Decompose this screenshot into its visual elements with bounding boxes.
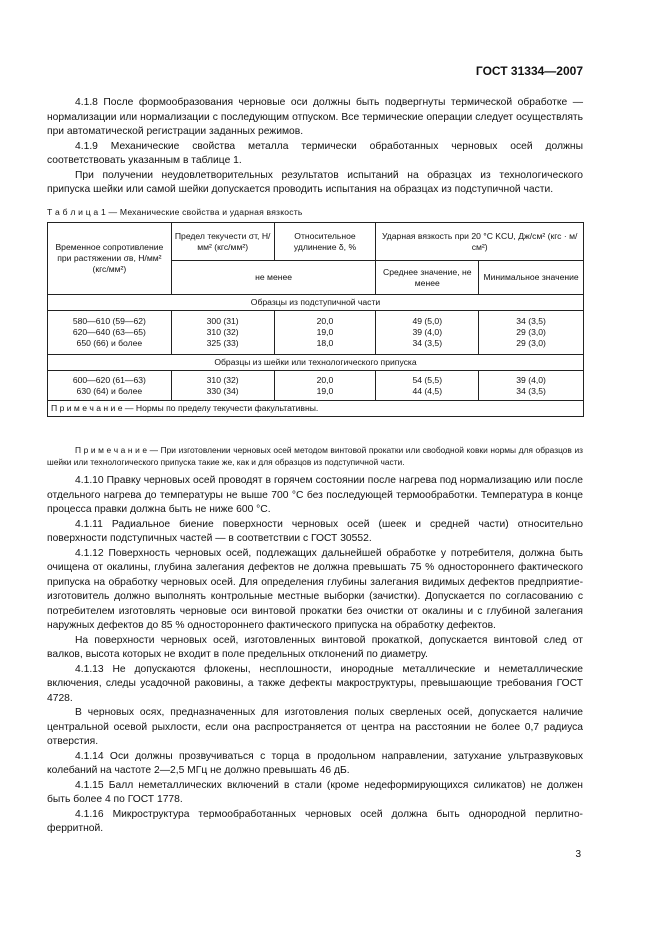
cell-elong-hub <box>274 311 376 355</box>
mechanical-properties-table <box>47 222 584 417</box>
table-cell: 600—620 (61—63) <box>72 374 146 385</box>
table-cell: 44 (4,5) <box>412 385 443 396</box>
table-cell: 34 (3,5) <box>516 385 546 396</box>
table-cell: 29 (3,0) <box>516 338 546 348</box>
table-cell: 330 (34) <box>206 385 239 396</box>
header-not-less: не менее <box>171 261 376 295</box>
cell-min-journal <box>479 371 584 401</box>
header-elongation: Относительное удлинение δ, % <box>274 223 376 261</box>
header-minimum: Минимальное значение <box>479 261 584 295</box>
table-cell: 580—610 (59—62) <box>72 316 146 326</box>
paragraph-4-1-13: 4.1.13 Не допускаются флокены, несплошности, инородные металлические и неметаллические включения, следы усадочной раковины, а также дефекты макроструктуры, превышающие требования ГОСТ 4728. <box>47 663 583 704</box>
table-cell: 300 (31) <box>206 316 239 326</box>
table-cell: 49 (5,0) <box>412 316 443 326</box>
cell-elong-journal <box>274 371 376 401</box>
table-cell: 54 (5,5) <box>412 374 443 385</box>
table-cell: 19,0 <box>316 327 334 337</box>
paragraph-screw-trace: На поверхности черновых осей, изготовленных винтовой прокаткой, допускается винтовой след от валков, высота которых не входит в поле предельных отклонений по диаметру. <box>47 634 583 660</box>
table-cell: 630 (64) и более <box>76 385 143 396</box>
cell-avg-journal <box>376 371 479 401</box>
paragraph-4-1-12: 4.1.12 Поверхность черновых осей, подлежащих дальнейшей обработке у потребителя, должна быть очищена от окалины, глубина залегания дефектов не должна превышать 75 % одностороннего фактического припуска на обработку черновых осей. Для определения глубины залегания видимых дефектов предприятие-изготовитель должно выполнять контрольные местные выборки (зачистки). Допускается по согласованию с потребителем изготовлять черновые оси винтовой прокатки без очистки от окалины и с глубиной залегания наружных дефектов до 85 % одностороннего фактического припуска на обработку дефектов. <box>47 547 583 631</box>
cell-yield-hub <box>171 311 274 355</box>
header-yield: Предел текучести σт, Н/мм² (кгс/мм²) <box>171 223 274 261</box>
table-cell: 39 (4,0) <box>412 327 443 337</box>
paragraph-retest: При получении неудовлетворительных результатов испытаний на образцах из технологического припуска шейки или самой шейки допускается проводить испытания на образцах из подступичной части. <box>47 169 583 195</box>
cell-min-hub <box>479 311 584 355</box>
table-cell: 39 (4,0) <box>516 374 546 385</box>
table-cell: 650 (66) и более <box>76 338 143 348</box>
header-tensile: Временное сопротивление при растяжении σв, Н/мм² (кгс/мм²) <box>48 223 172 295</box>
page-number: 3 <box>575 849 581 860</box>
header-impact: Ударная вязкость при 20 °C KCU, Дж/см² (кгс · м/см²) <box>376 223 584 261</box>
table-caption: Т а б л и ц а 1 — Механические свойства и ударная вязкость <box>47 207 303 217</box>
table-cell: 29 (3,0) <box>516 327 546 337</box>
paragraph-4-1-14: 4.1.14 Оси должны прозвучиваться с торца в продольном направлении, затухание ультразвуковых колебаний на частоте 2—2,5 МГц не должно превышать 46 дБ. <box>47 750 583 776</box>
paragraph-4-1-9: 4.1.9 Механические свойства металла термически обработанных черновых осей должны соответствовать указанным в таблице 1. <box>47 140 583 166</box>
table-cell: 310 (32) <box>206 374 239 385</box>
table-cell: 19,0 <box>316 385 334 396</box>
cell-yield-journal <box>171 371 274 401</box>
paragraph-4-1-15: 4.1.15 Балл неметаллических включений в стали (кроме недеформирующихся силикатов) не должен быть более 4 по ГОСТ 1778. <box>47 779 583 805</box>
paragraph-4-1-10: 4.1.10 Правку черновых осей проводят в горячем состоянии после нагрева под нормализацию или после отдельного нагрева до температуры не выше 700 °С без последующей термообработки. Температура в конце процесса правки должна быть не ниже 600 °С. <box>47 475 583 515</box>
note-text: П р и м е ч а н и е — При изготовлении черновых осей методом винтовой прокатки или свободной ковки нормы для образцов из шейки или технологического припуска такие же, как и для образцов из подступичной части. <box>47 445 583 467</box>
paragraph-4-1-8: 4.1.8 После формообразования черновые оси должны быть подвергнуты термической обработке — нормализации или нормализации с последующим отпуском. Все термические операции следует осуществлять при автоматической регистрации заданных режимов. <box>47 97 583 137</box>
table-cell: 20,0 <box>316 316 334 326</box>
table-note: П р и м е ч а н и е — Нормы по пределу текучести факультативны. <box>48 401 584 417</box>
bottom-text-block <box>47 474 583 837</box>
paragraph-hollow-axles: В черновых осях, предназначенных для изготовления полых сверленых осей, допускается наличие центральной осевой рыхлости, если она распространяется от центра на расстоянии не более 0,7 радиуса отверстия. <box>47 707 583 747</box>
header-average: Среднее значение, не менее <box>376 261 479 295</box>
paragraph-4-1-16: 4.1.16 Микроструктура термообработанных черновых осей должна быть однородной перлитно-ферритной. <box>47 808 583 834</box>
table-cell: 620—640 (63—65) <box>72 327 146 337</box>
after-table-note <box>47 444 583 468</box>
table-cell: 34 (3,5) <box>412 338 443 348</box>
document-header: ГОСТ 31334—2007 <box>475 64 583 78</box>
paragraph-4-1-11: 4.1.11 Радиальное биение поверхности черновых осей (шеек и средней части) относительно поверхности подступичных частей — в соответствии с ГОСТ 30552. <box>47 518 583 544</box>
cell-avg-hub <box>376 311 479 355</box>
section-journal: Образцы из шейки или технологического припуска <box>48 355 584 371</box>
cell-tensile-journal <box>48 371 172 401</box>
table-cell: 20,0 <box>316 374 334 385</box>
section-hub: Образцы из подступичной части <box>48 295 584 311</box>
cell-tensile-hub <box>48 311 172 355</box>
table-cell: 18,0 <box>316 338 334 348</box>
top-text-block <box>47 96 583 198</box>
table-cell: 34 (3,5) <box>516 316 546 326</box>
table-cell: 325 (33) <box>206 338 239 348</box>
table-cell: 310 (32) <box>206 327 239 337</box>
